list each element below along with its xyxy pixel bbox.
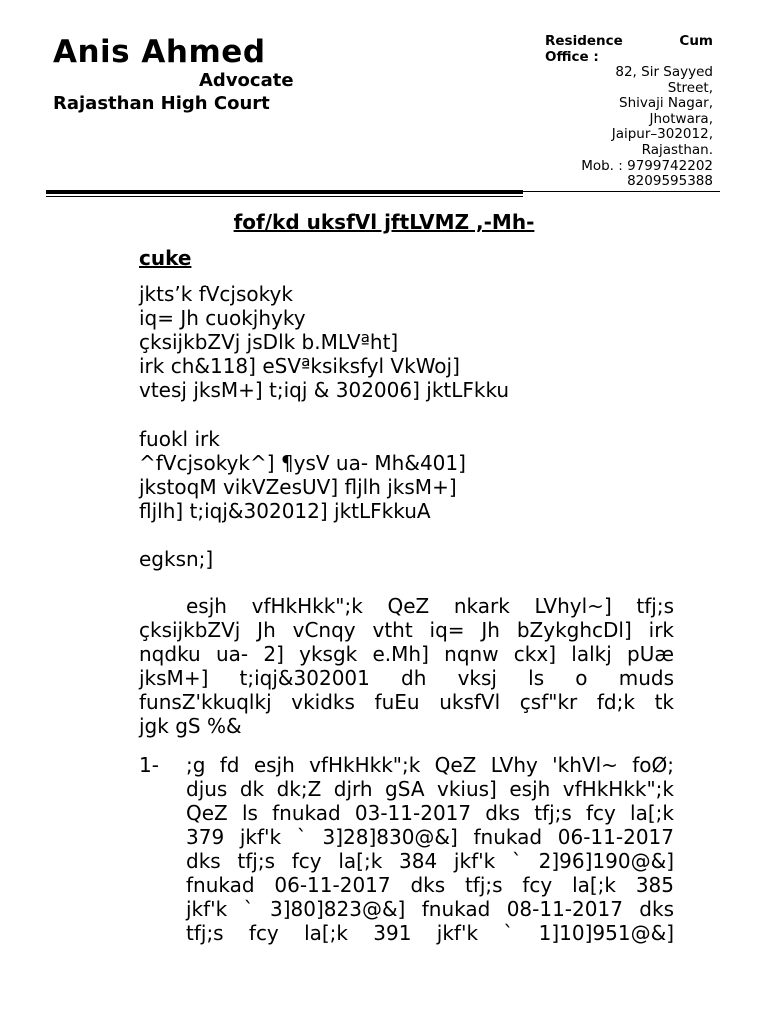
paragraph-line: funsZ'kkuqlkj vkidks fuEu uksfVl çsf"kr fd;k tk xyxy=(139,690,674,714)
advocate-name: Anis Ahmed xyxy=(53,34,266,70)
court-name: Rajasthan High Court xyxy=(53,93,270,114)
item-line: fnukad 06-11-2017 dks tfj;s fcy la[;k 385 xyxy=(186,873,674,897)
address-line: Jaipur–302012, xyxy=(611,126,713,143)
residence-address xyxy=(139,427,466,523)
letterhead-divider-thin xyxy=(46,196,523,197)
address-line: Street, xyxy=(667,79,713,96)
residence-line: jkstoqM vikVZesUV] fljlh jksM+] xyxy=(139,475,457,499)
item-line: QeZ ls fnukad 03-11-2017 dks tfj;s fcy la[;k xyxy=(186,801,674,825)
recipient-line: iq= Jh cuokjhyky xyxy=(139,306,306,330)
mobile-number-alt: 8209595388 xyxy=(627,173,713,190)
recipient-line: vtesj jksM+] t;iqj & 302006] jktLFkku xyxy=(139,378,510,402)
paragraph-line: jgk gS %& xyxy=(139,714,242,738)
item-paragraph xyxy=(186,753,674,945)
advocate-title: Advocate xyxy=(199,70,294,91)
office-label-cum: Cum xyxy=(679,33,713,49)
address-line: 82, Sir Sayyed xyxy=(615,64,713,80)
paragraph-line: jksM+] t;iqj&302001 dh vksj ls o muds xyxy=(139,666,674,690)
mobile-number: Mob. : 9799742202 xyxy=(581,157,713,174)
item-line: djus dk dk;Z djrh gSA vkius] esjh vfHkHkk";k xyxy=(186,777,674,801)
paragraph-line: çksijkbZVj Jh vCnqy vtht iq= Jh bZykghcDl] irk xyxy=(139,618,674,642)
office-heading xyxy=(545,33,713,65)
salutation: egksn;] xyxy=(139,547,214,571)
address-line: Jhotwara, xyxy=(649,110,713,127)
item-line: ;g fd esjh vfHkHkk";k QeZ LVhy 'khVl~ foØ; xyxy=(186,753,674,777)
residence-line: ^fVcjsokyk^] ¶ysV ua- Mh&401] xyxy=(139,451,466,475)
office-address xyxy=(560,65,713,190)
item-line: dks tfj;s fcy la[;k 384 jkf'k ` 2]96]190@&] xyxy=(186,849,674,873)
intro-paragraph xyxy=(139,594,674,738)
item-line: jkf'k ` 3]80]823@&] fnukad 08-11-2017 dks xyxy=(186,897,674,921)
paragraph-line: esjh vfHkHkk";k QeZ nkark LVhyl~] tfj;s xyxy=(186,594,674,618)
residence-line: fuokl irk xyxy=(139,427,220,451)
item-number: 1- xyxy=(139,753,159,777)
item-line: tfj;s fcy la[;k 391 jkf'k ` 1]10]951@&] xyxy=(186,921,674,945)
address-line: Shivaji Nagar, xyxy=(619,95,713,112)
residence-line: fljlh] t;iqj&302012] jktLFkkuA xyxy=(139,499,431,523)
paragraph-line: nqdku ua- 2] yksgk e.Mh] nqnw ckx] lalkj pUæ xyxy=(139,642,674,666)
address-line: Rajasthan. xyxy=(641,141,713,158)
letterhead-divider-thick xyxy=(46,190,523,194)
letter-subject-continued: cuke xyxy=(139,246,192,270)
recipient-line: çksijkbZVj jsDlk b.MLVªht] xyxy=(139,330,399,354)
recipient-address xyxy=(139,282,509,402)
letterhead-divider-right xyxy=(523,191,720,192)
recipient-line: jkts’k fVcjsokyk xyxy=(139,282,293,306)
recipient-line: irk ch&118] eSVªksiksfyl VkWoj] xyxy=(139,354,460,378)
letter-subject: fof/kd uksfVl jftLVMZ ,-Mh- xyxy=(233,210,535,234)
item-line: 379 jkf'k ` 3]28]830@&] fnukad 06-11-2017 xyxy=(186,825,674,849)
office-label-office: Office : xyxy=(545,49,599,65)
office-label-residence: Residence xyxy=(545,33,623,49)
